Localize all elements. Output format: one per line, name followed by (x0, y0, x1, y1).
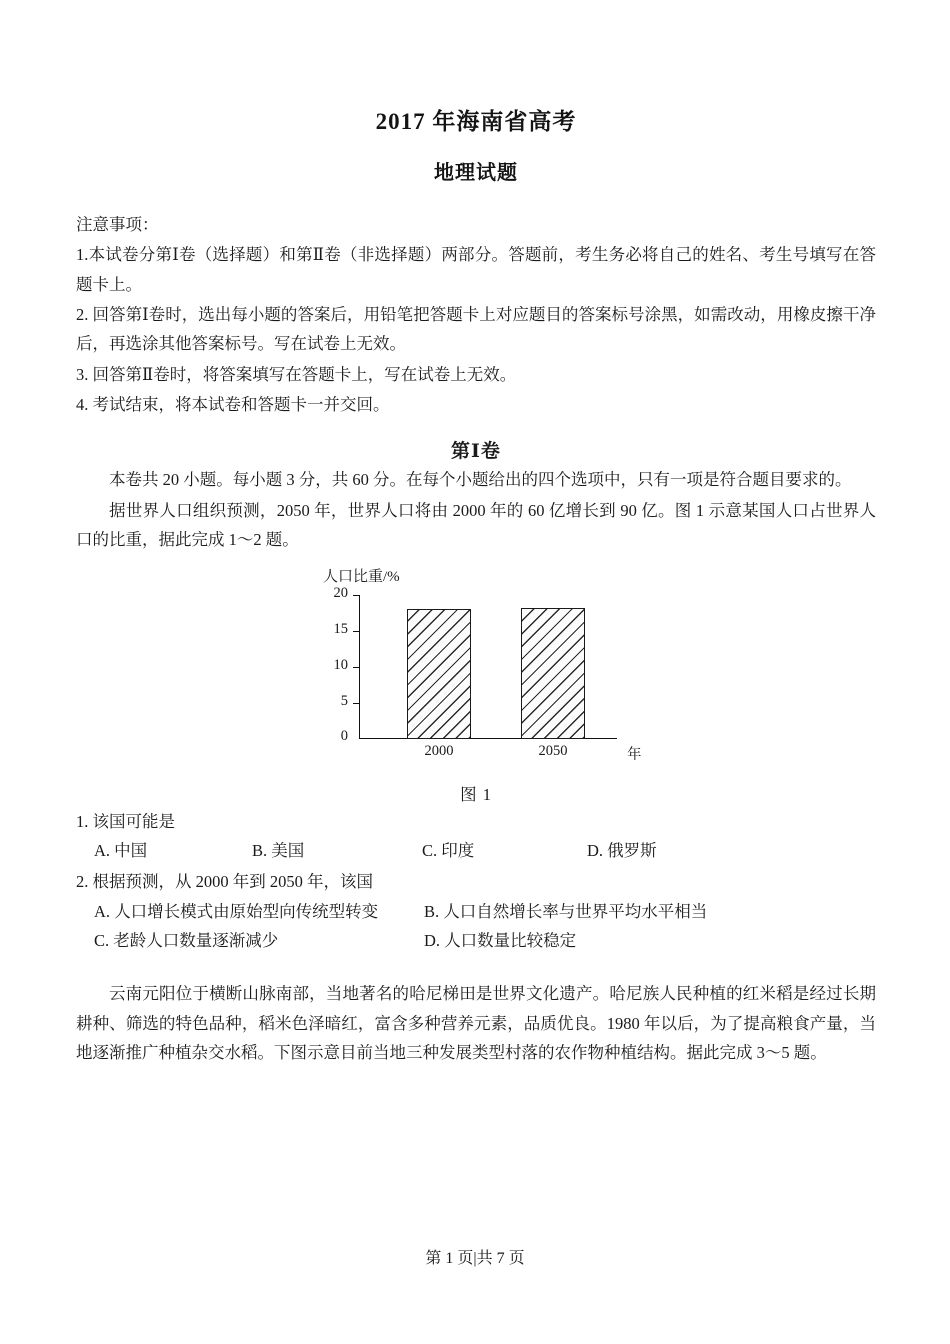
figure-1-caption: 图 1 (460, 784, 492, 804)
question-1 (76, 807, 876, 866)
chart-ytick-15: 15 (353, 631, 360, 632)
page-title: 2017 年海南省高考 (375, 109, 577, 134)
page-content (76, 0, 876, 1067)
question-1-option-c[interactable]: C. 印度 (422, 840, 475, 860)
page-footer: 第 1 页|共 7 页 (425, 1250, 525, 1267)
notice-item-3: 3. 回答第Ⅱ卷时，将答案填写在答题卡上，写在试卷上无效。 (76, 364, 517, 384)
question-2-options-row-1 (94, 897, 876, 926)
question-2-option-d[interactable]: D. 人口数量比较稳定 (424, 931, 577, 951)
notice-item-2: 2. 回答第Ⅰ卷时，选出每小题的答案后，用铅笔把答题卡上对应题目的答案标号涂黑，如需改动，用橡皮擦干净后，再选涂其他答案标号。写在试卷上无效。 (76, 305, 876, 354)
notice-item-4: 4. 考试结束，将本试卷和答题卡一并交回。 (76, 395, 390, 415)
question-1-option-d[interactable]: D. 俄罗斯 (587, 840, 657, 860)
chart-xtick-2000: 2000 (424, 742, 454, 759)
notice-item-1: 1.本试卷分第Ⅰ卷（选择题）和第Ⅱ卷（非选择题）两部分。答题前，考生务必将自己的姓名、考生号填写在答题卡上。 (76, 245, 876, 294)
chart-ytick-5: 5 (353, 703, 360, 704)
question-2-option-a[interactable]: A. 人口增长模式由原始型向传统型转变 (94, 901, 379, 921)
chart-x-axis-label: 年 (627, 746, 642, 763)
question-1-option-a[interactable]: A. 中国 (94, 840, 148, 860)
chart-xtick-2050: 2050 (538, 742, 568, 759)
question-1-option-b[interactable]: B. 美国 (252, 840, 305, 860)
question-1-stem: 1. 该国可能是 (76, 811, 175, 831)
figure-1 (311, 565, 641, 805)
question-2-stem: 2. 根据预测，从 2000 年到 2050 年，该国 (76, 872, 373, 892)
chart-ytick-10: 10 (353, 667, 360, 668)
chart-ytick-20: 20 (353, 595, 360, 596)
section-instruction: 本卷共 20 小题。每小题 3 分，共 60 分。在每个小题给出的四个选项中，只有一项是符合题目要求的。 (109, 469, 852, 489)
chart-bar-2000 (407, 609, 471, 739)
question-2-options-row-2 (94, 926, 876, 955)
question-2-option-b[interactable]: B. 人口自然增长率与世界平均水平相当 (424, 901, 708, 921)
notice-heading: 注意事项： (76, 214, 159, 234)
passage-2: 云南元阳位于横断山脉南部，当地著名的哈尼梯田是世界文化遗产。哈尼族人民种植的红米稻是经过长期耕种、筛选的特色品种，稻米色泽暗红，富含多种营养元素，品质优良。1980 年以后，为了提高粮食产量，当地逐渐推广种植杂交水稻。下图示意目前当地三种发展类型村落的农作物种植结构。据此完成 3～5 题。 (76, 984, 876, 1063)
section-heading-volume-1: 第Ⅰ卷 (451, 440, 501, 462)
page-subtitle: 地理试题 (434, 161, 518, 184)
chart-bar-2050 (521, 608, 585, 739)
chart-population-share (311, 565, 642, 763)
question-2-option-c[interactable]: C. 老龄人口数量逐渐减少 (94, 931, 279, 951)
chart-plot-area: 20 15 10 5 0 2000 2050 年 (333, 584, 642, 763)
question-2 (76, 867, 876, 955)
passage-1: 据世界人口组织预测，2050 年，世界人口将由 2000 年的 60 亿增长到 90 亿。图 1 示意某国人口占世界人口的比重，据此完成 1～2 题。 (76, 500, 877, 550)
question-1-options (94, 836, 876, 865)
chart-y-axis-label: 人口比重/% (323, 568, 400, 585)
